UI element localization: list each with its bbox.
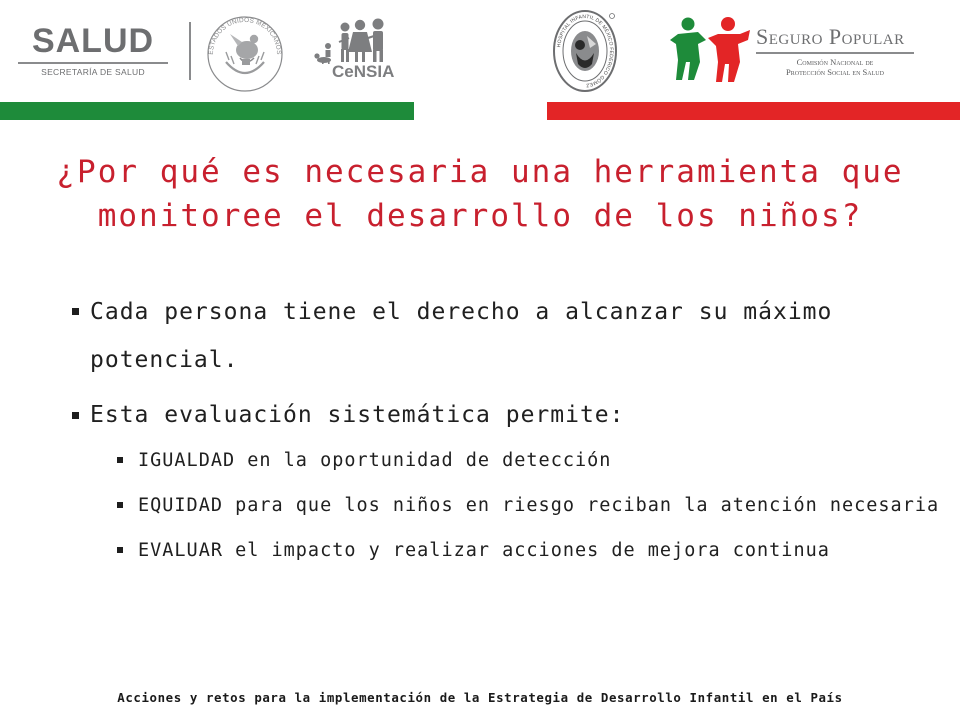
seguro-popular-logo [756, 24, 926, 77]
censia-logo [312, 18, 408, 84]
censia-logo-word: CeNSIA [332, 62, 395, 81]
bullet-text: Esta evaluación sistemática permite: [90, 402, 625, 428]
header-logos [0, 0, 960, 100]
sub-bullet-text: IGUALDAD en la oportunidad de detección [138, 450, 612, 471]
hospital-infantil-logo [552, 8, 618, 94]
sub-bullet-item [60, 438, 940, 483]
mexico-coat-of-arms-icon [204, 12, 286, 92]
sub-bullet-item [60, 528, 940, 573]
seguro-popular-subtitle-line1: Comisión Nacional de [796, 56, 874, 67]
seguro-popular-rule [756, 52, 914, 54]
sub-bullet-text: EQUIDAD para que los niños en riesgo reciban la atención necesaria [138, 495, 940, 516]
salud-logo [18, 22, 168, 82]
sub-bullet-text: EVALUAR el impacto y realizar acciones de mejora continua [138, 540, 830, 561]
slide-title: ¿Por qué es necesaria una herramienta que monitoree el desarrollo de los niños? [56, 154, 904, 234]
bullet-item [60, 392, 940, 438]
salud-logo-word: SALUD [31, 22, 155, 60]
censia-family-icon [312, 18, 408, 64]
sub-bullet-item [60, 483, 940, 528]
red-header-bar [547, 102, 960, 120]
hospital-arc-text: HOSPITAL INFANTIL DE MÉXICO FEDERICO GÓMEZ [556, 13, 615, 89]
slide-footer: Acciones y retos para la implementación de la Estrategia de Desarrollo Infantil en el País [117, 690, 843, 705]
slide-body [60, 288, 940, 573]
salud-logo-rule [18, 62, 168, 64]
seguro-popular-subtitle-line2: Protección Social en Salud [786, 66, 884, 77]
bullet-item [60, 288, 940, 384]
seguro-popular-word: Seguro Popular [756, 24, 905, 49]
salud-logo-subtitle: SECRETARÍA DE SALUD [41, 67, 145, 77]
seguro-popular-figures-icon [668, 16, 752, 84]
seal-arc-text: ESTADOS UNIDOS MEXICANOS [207, 16, 283, 55]
logo-divider [189, 22, 191, 80]
bullet-text: Cada persona tiene el derecho a alcanzar su máximo potencial. [90, 299, 833, 373]
green-header-bar [0, 102, 414, 120]
